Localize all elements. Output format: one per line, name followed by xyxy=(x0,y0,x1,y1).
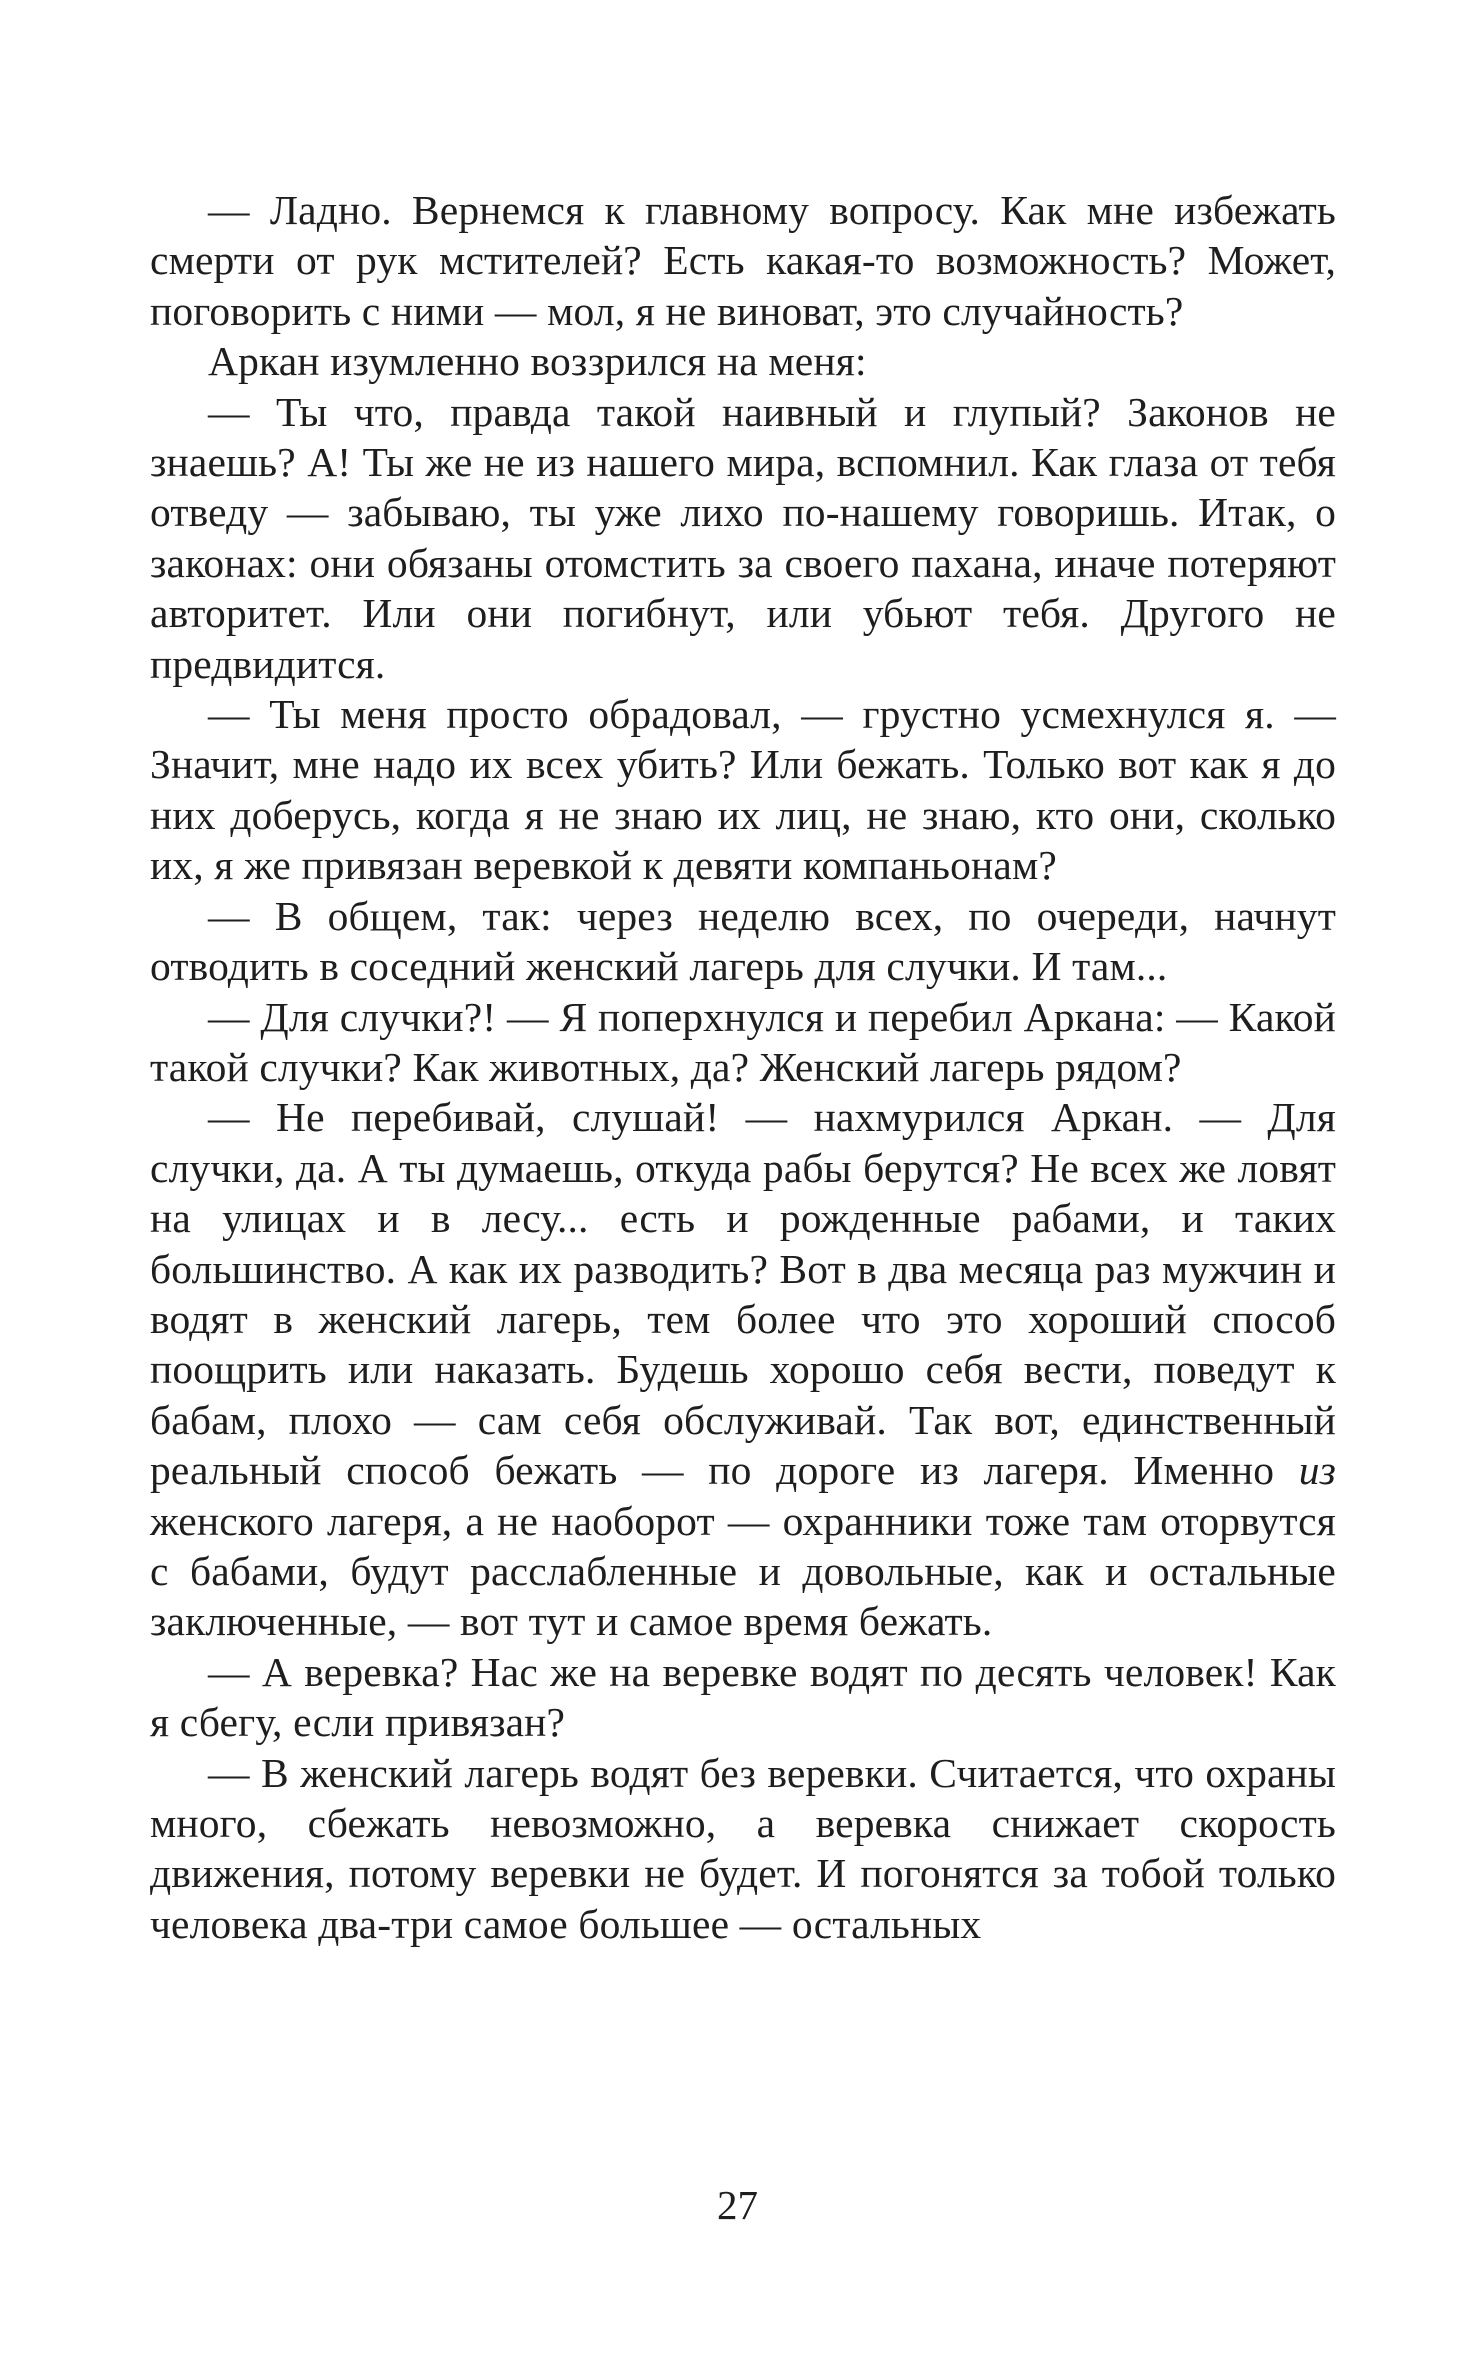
paragraph-9: — В женский лагерь водят без веревки. Считается, что охраны много, сбежать невозможно, а веревка снижает скорость движения, потому веревки не будет. И погонятся за тобой только человека два-три самое большее — остальных xyxy=(150,1749,1336,1947)
paragraph-7: — Не перебивай, слушай! — нахмурился Аркан. — Для случки, да. А ты думаешь, откуда рабы берутся? Не всех же ловят на улицах и в лесу... есть и рожденные рабами, и таких большинство. А как их разводить? Вот в два месяца раз мужчин и водят в женский лагерь, тем более что это хороший способ поощрить или наказать. Будешь хорошо себя вести, поведут к бабам, плохо — сам себя обслуживай. Так вот, единственный реальный способ бежать — по дороге из лагеря. Именно из женского лагеря, а не наоборот — охранники тоже там оторвутся с бабами, будут расслабленные и довольные, как и остальные заключенные, — вот тут и самое время бежать. xyxy=(150,1094,1336,1645)
page-body-text xyxy=(150,185,1336,1949)
paragraph-8: — А веревка? Нас же на веревке водят по десять человек! Как я сбегу, если привязан? xyxy=(150,1648,1336,1746)
paragraph-5: — В общем, так: через неделю всех, по очереди, начнут отводить в соседний женский лагерь для случки. И там... xyxy=(150,892,1336,990)
paragraph-3: — Ты что, правда такой наивный и глупый? Законов не знаешь? А! Ты же не из нашего мира, вспомнил. Как глаза от тебя отведу — забываю, ты уже лихо по-нашему говоришь. Итак, о законах: они обязаны отомстить за своего пахана, иначе потеряют авторитет. Или они погибнут, или убьют тебя. Другого не предвидится. xyxy=(150,388,1336,687)
paragraph-4: — Ты меня просто обрадовал, — грустно усмехнулся я. — Значит, мне надо их всех убить? Или бежать. Только вот как я до них доберусь, когда я не знаю их лиц, не знаю, кто они, сколько их, я же привязан веревкой к девяти компаньонам? xyxy=(150,691,1336,889)
paragraph-1: — Ладно. Вернемся к главному вопросу. Как мне избежать смерти от рук мстителей? Есть какая-то возможность? Может, поговорить с ними — мол, я не виноват, это случайность? xyxy=(150,187,1336,334)
page-number: 27 xyxy=(717,2182,758,2228)
emphasis-word: из xyxy=(1298,1447,1336,1494)
paragraph-6: — Для случки?! — Я поперхнулся и перебил Аркана: — Какой такой случки? Как животных, да? Женский лагерь рядом? xyxy=(150,993,1336,1090)
paragraph-2: Аркан изумленно воззрился на меня: xyxy=(208,338,867,385)
